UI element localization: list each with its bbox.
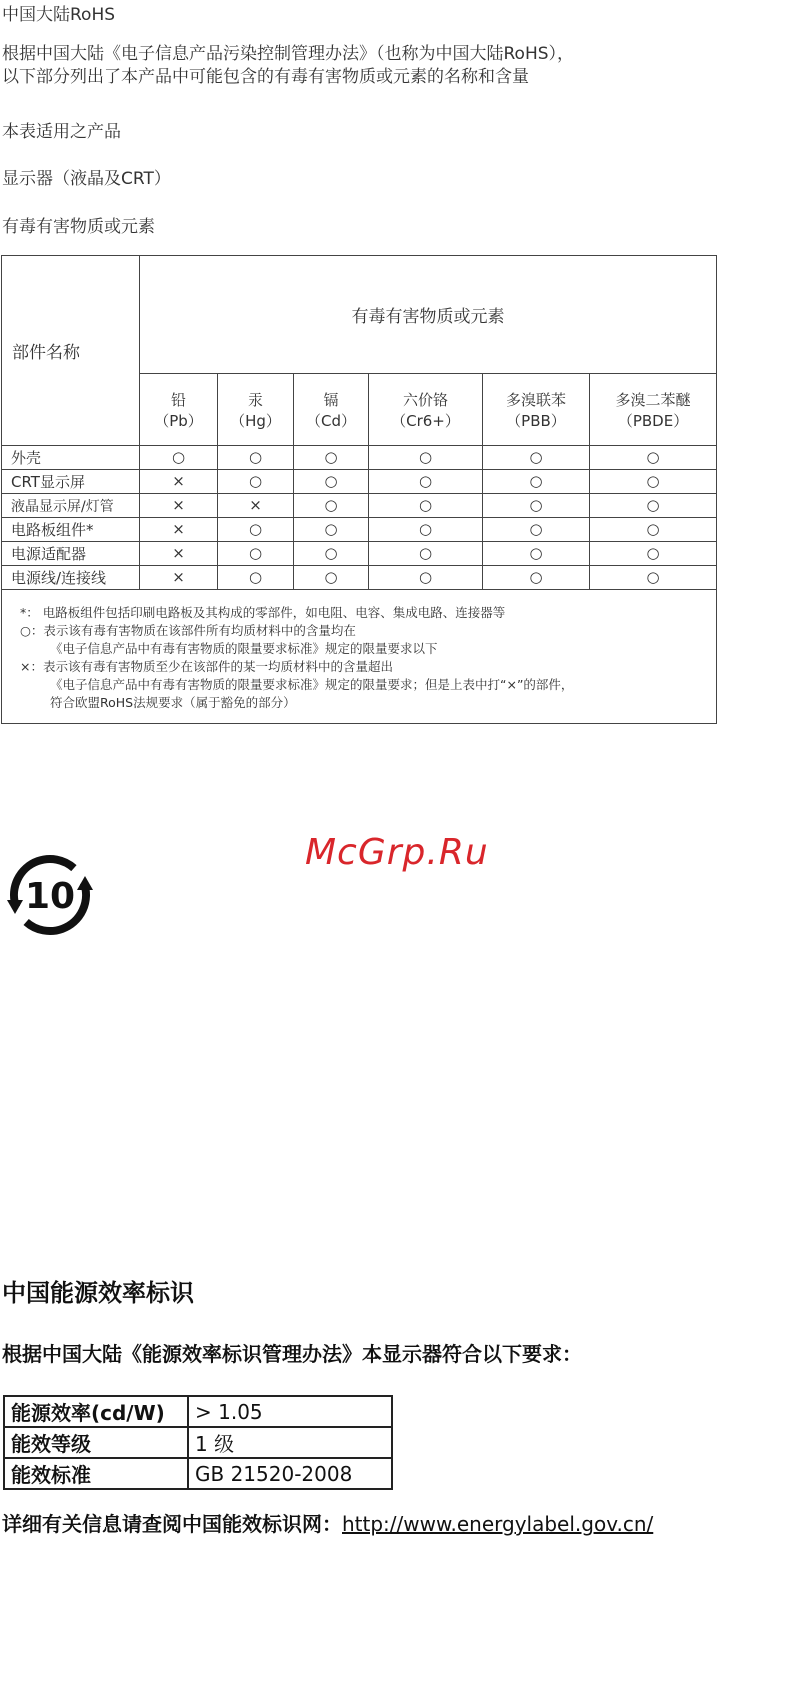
energy-value: > 1.05 [188, 1396, 392, 1427]
table-notes [2, 590, 717, 724]
part-name: 外壳 [2, 446, 140, 470]
energy-label: 能效标准 [4, 1458, 188, 1489]
table-row [2, 446, 717, 470]
cell-value: ○ [218, 518, 294, 542]
energy-value: GB 21520-2008 [188, 1458, 392, 1489]
part-name: 电源线/连接线 [2, 566, 140, 590]
rohs-intro [2, 43, 574, 89]
cell-value: ○ [218, 566, 294, 590]
table-row [2, 566, 717, 590]
part-name: 电路板组件* [2, 518, 140, 542]
substances-label: 有毒有害物质或元素 [2, 217, 155, 237]
cell-value: ○ [369, 566, 483, 590]
cell-value: ○ [294, 542, 369, 566]
cell-value: ○ [218, 470, 294, 494]
energy-value: 1 级 [188, 1427, 392, 1458]
cell-value: ○ [590, 518, 717, 542]
cell-value: ○ [294, 470, 369, 494]
product-label: 显示器（液晶及CRT） [2, 169, 171, 189]
column-header: 多溴二苯醚 （PBDE） [590, 374, 717, 446]
note-line: ×：表示该有毒有害物质至少在该部件的某一均质材料中的含量超出 [20, 659, 393, 674]
column-header: 多溴联苯 （PBB） [483, 374, 590, 446]
applicable-label: 本表适用之产品 [2, 122, 121, 142]
energy-more-info [2, 1508, 653, 1537]
note-line: 符合欧盟RoHS法规要求（属于豁免的部分） [50, 695, 296, 710]
table-row [2, 494, 717, 518]
cell-value: ○ [483, 446, 590, 470]
column-header: 汞 （Hg） [218, 374, 294, 446]
table-row [4, 1458, 392, 1489]
part-name-header: 部件名称 [2, 256, 140, 446]
energy-label: 能效等级 [4, 1427, 188, 1458]
column-header: 六价铬 （Cr6+） [369, 374, 483, 446]
table-row [2, 518, 717, 542]
column-header: 铅 （Pb） [140, 374, 218, 446]
energy-requirement: 根据中国大陆《能源效率标识管理办法》本显示器符合以下要求： [2, 1342, 582, 1366]
cell-value: ○ [483, 566, 590, 590]
logo-number: 10 [24, 876, 76, 917]
cell-value: ○ [483, 518, 590, 542]
cell-value: ○ [218, 446, 294, 470]
cell-value: ○ [483, 470, 590, 494]
cell-value: ○ [590, 446, 717, 470]
note-line: 《电子信息产品中有毒有害物质的限量要求标准》规定的限量要求；但是上表中打“×”的部件， [50, 677, 574, 692]
cell-value: ○ [590, 494, 717, 518]
column-header: 镉 （Cd） [294, 374, 369, 446]
cell-value: ○ [369, 542, 483, 566]
more-info-prefix: 详细有关信息请查阅中国能效标识网： [2, 1512, 342, 1536]
cell-value: × [140, 566, 218, 590]
rohs-intro-line1: 根据中国大陆《电子信息产品污染控制管理办法》（也称为中国大陆RoHS）， [2, 44, 575, 64]
energylabel-link[interactable]: http://www.energylabel.gov.cn/ [342, 1512, 654, 1536]
rohs-heading: 中国大陆RoHS [2, 5, 116, 25]
table-row [2, 470, 717, 494]
rohs-table [1, 255, 717, 724]
cell-value: × [140, 494, 218, 518]
cell-value: ○ [590, 566, 717, 590]
substances-group-header: 有毒有害物质或元素 [140, 256, 717, 374]
note-line: ○：表示该有毒有害物质在该部件所有均质材料中的含量均在 [20, 623, 356, 638]
cell-value: ○ [294, 494, 369, 518]
part-name: 液晶显示屏/灯管 [2, 494, 140, 518]
note-line: 《电子信息产品中有毒有害物质的限量要求标准》规定的限量要求以下 [50, 641, 438, 656]
cell-value: × [218, 494, 294, 518]
cell-value: ○ [294, 518, 369, 542]
part-name: 电源适配器 [2, 542, 140, 566]
cell-value: ○ [369, 494, 483, 518]
energy-label: 能源效率(cd/W) [4, 1396, 188, 1427]
efup-10-logo [5, 850, 95, 940]
cell-value: ○ [590, 470, 717, 494]
cell-value: ○ [590, 542, 717, 566]
cell-value: ○ [483, 494, 590, 518]
cell-value: × [140, 470, 218, 494]
table-row [4, 1396, 392, 1427]
energy-table [3, 1395, 393, 1490]
cell-value: ○ [369, 446, 483, 470]
cell-value: ○ [218, 542, 294, 566]
cell-value: × [140, 518, 218, 542]
note-line: *： 电路板组件包括印刷电路板及其构成的零部件，如电阻、电容、集成电路、连接器等 [20, 605, 506, 620]
cell-value: ○ [294, 566, 369, 590]
cell-value: ○ [294, 446, 369, 470]
cell-value: × [140, 542, 218, 566]
table-row [4, 1427, 392, 1458]
energy-heading: 中国能源效率标识 [2, 1279, 194, 1307]
cell-value: ○ [140, 446, 218, 470]
table-row [2, 542, 717, 566]
cell-value: ○ [483, 542, 590, 566]
cell-value: ○ [369, 470, 483, 494]
watermark: McGrp.Ru [305, 832, 489, 873]
part-name: CRT显示屏 [2, 470, 140, 494]
rohs-intro-line2: 以下部分列出了本产品中可能包含的有毒有害物质或元素的名称和含量 [2, 67, 529, 87]
cell-value: ○ [369, 518, 483, 542]
